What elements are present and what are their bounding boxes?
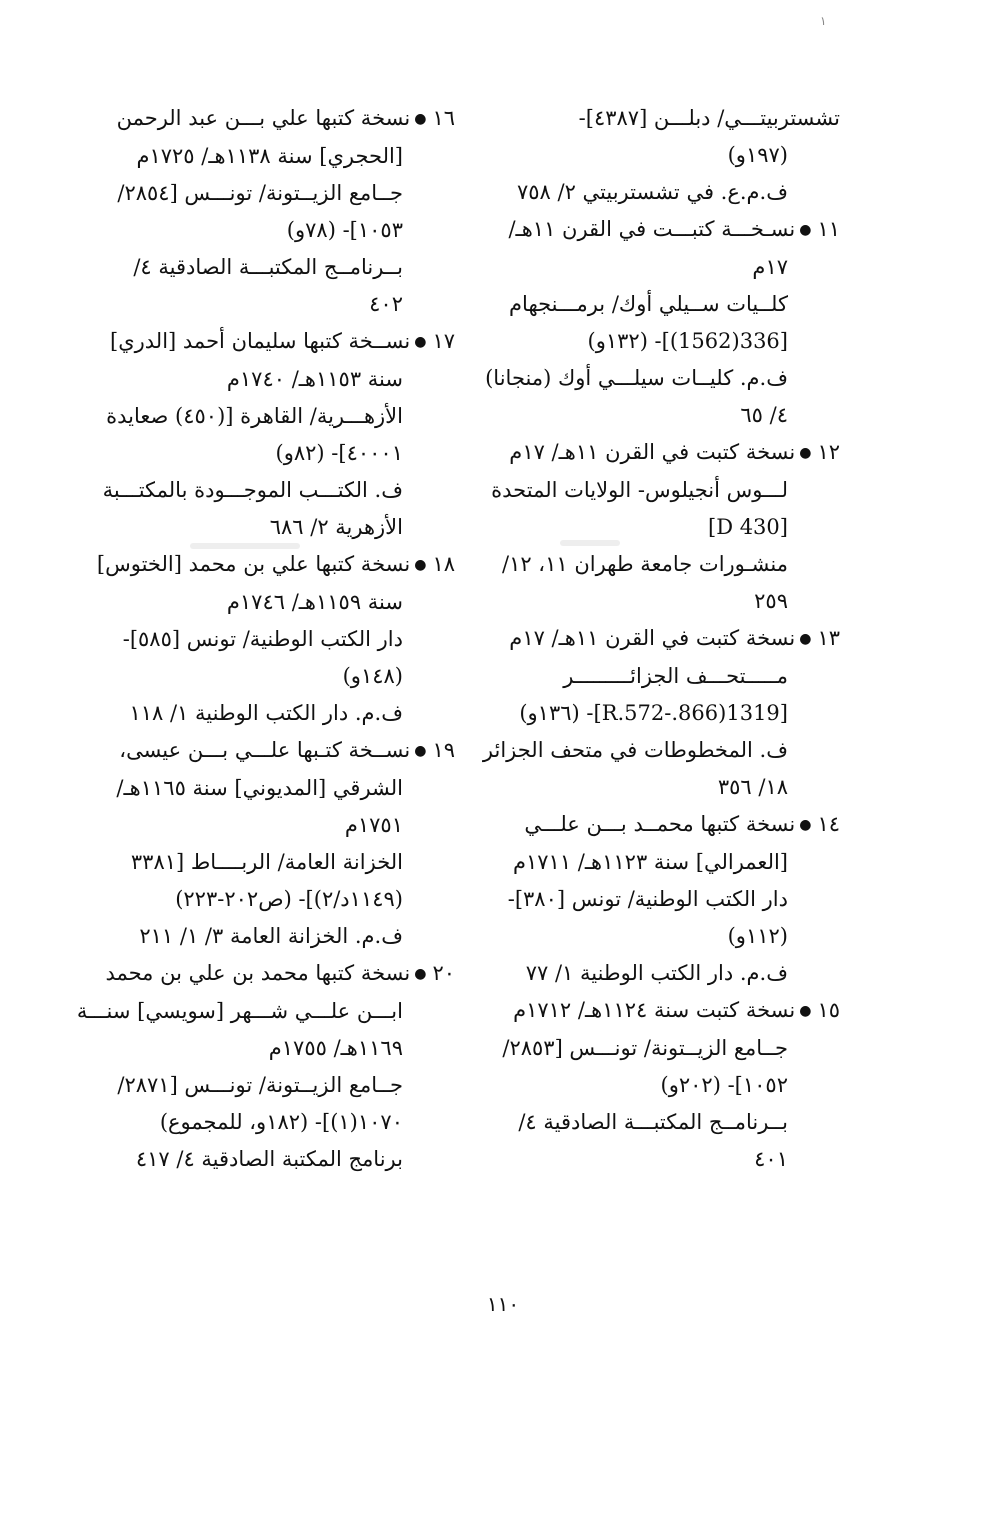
entry-text: ف.م.ع. في تشستربيتي ٢/ ٧٥٨ [516,180,788,204]
entry-text: [الحجري] سنة ١١٣٨هـ/ ١٧٢٥م [136,144,403,168]
bullet-icon: ● [414,111,427,127]
entry-text: سنة ١١٥٣هـ/ ١٧٤٠م [226,367,403,391]
bullet-icon: ● [799,631,812,647]
entry-text: ١٠٥٢]- (٢٠٢و) [660,1073,788,1097]
entry-line [95,732,455,770]
bullet-icon: ● [414,743,427,759]
entry-text: نســخة كتبها سليمان أحمد [الدري] [110,329,411,353]
entry-number: ١٤ [817,812,840,836]
entry-line [95,658,455,695]
bullet-icon: ● [799,817,812,833]
entry-line [480,434,840,472]
entry-text: بــرنامــج المكتبـــة الصادقية ٤/ [133,255,403,279]
entry-text: دار الكتب الوطنية/ تونس [٥٨٥]- [122,627,403,651]
entry-line [95,435,455,472]
entry-text: [العمرالي] سنة ١١٢٣هـ/ ١٧١١م [512,850,788,874]
entry-text: ابـــن علـــي شـــهر [سويسي] سنـــة [76,999,403,1023]
entry-number: ١٢ [817,440,840,464]
catalog-entry [95,323,455,546]
entry-text: ١٨/ ٣٥٦ [717,775,788,799]
entry-text: برنامج المكتبة الصادقية ٤/ ٤١٧ [135,1147,403,1171]
bullet-icon: ● [414,966,427,982]
entry-text: كلــيات ســيلي أوك/ برمـــنجهام [509,292,788,316]
entry-line [95,695,455,732]
entry-text: نسخة كتبت في القرن ١١هـ/ ١٧م [509,626,796,650]
entry-text: ١٠٧٠(١)]- (١٨٢و، للمجموع) [159,1110,403,1134]
bullet-icon: ● [799,1003,812,1019]
entry-text: [336(1562)]- (١٣٢و) [587,329,788,353]
corner-mark: ١ [820,14,827,28]
page-number: ١١٠ [486,1292,520,1316]
bullet-icon: ● [414,334,427,350]
entry-text: دار الكتب الوطنية/ تونس [٣٨٠]- [507,887,788,911]
catalog-entry [95,546,455,732]
entry-text: ٢٥٩ [754,589,788,613]
entry-text: الأزهـــرية/ القاهرة [(٤٥٠) صعايدة [106,404,403,428]
entry-line [480,286,840,323]
entry-line [95,621,455,658]
entry-text: [D 430] [707,515,788,539]
catalog-entry [480,100,840,211]
entry-line [480,992,840,1030]
entry-line [480,658,840,695]
catalog-entry [480,434,840,620]
right-column [480,100,840,1178]
entry-line [95,1067,455,1104]
catalog-entry [480,620,840,806]
entry-text: ٤٠٢ [369,292,403,316]
entry-line [480,1141,840,1178]
entry-text: سنة ١١٥٩هـ/ ١٧٤٦م [226,590,403,614]
entry-number: ١٨ [432,552,455,576]
entry-text: نسخة كتبت في القرن ١١هـ/ ١٧م [509,440,796,464]
entry-text: جــامع الزيــتونة/ تونـــس [٢٨٥٣/ [502,1036,788,1060]
entry-text: منشـورات جامعة طهران ١١، ١٢/ [501,552,788,576]
entry-line [480,955,840,992]
entry-line [480,1104,840,1141]
entry-line [95,398,455,435]
entry-text: تشستربيتـــي/ دبلـــن [٤٣٨٧]- [578,106,840,130]
entry-text: ف.م. دار الكتب الوطنية ١/ ٧٧ [525,961,788,985]
entry-line [480,211,840,249]
entry-text: ف.م. دار الكتب الوطنية ١/ ١١٨ [129,701,403,725]
entry-text: ١٧م [752,255,788,279]
entry-line [95,472,455,509]
entry-line [95,1104,455,1141]
entry-text: ١٧٥١م [344,813,403,837]
entry-line [480,249,840,286]
entry-text: مـــــتحـــف الجزائـــــــــر [563,664,788,688]
entry-line [480,918,840,955]
entry-line [95,100,455,138]
entry-line [480,472,840,509]
entry-number: ١٩ [432,738,455,762]
entry-text: (١١٤٩د/٢)]- (ص٢٠٢-٢٢٣) [175,887,403,911]
entry-text: ف.م. كليــات سيلـــي أوك (منجانا) [485,366,788,390]
entry-text: جــامع الزيــتونة/ تونـــس [٢٨٥٤/ [117,181,403,205]
entry-number: ١٧ [432,329,455,353]
entry-text: الشرقي [المديوني] سنة ١١٦٥هـ/ [116,776,403,800]
entry-line [480,397,840,434]
entry-text: (١٩٧و) [727,143,788,167]
left-column [76,100,455,1178]
entry-line [95,881,455,918]
entry-line [480,695,840,732]
entry-text: ف. الكتـــب الموجـــودة بالمكتـــبة [102,478,403,502]
scan-smudge [190,543,300,549]
entry-text: نسخة كتبها علي بن محمد [الختوس] [96,552,411,576]
entry-line [480,100,840,137]
entry-text: ٤٠٠٠١]- (٨٢و) [275,441,403,465]
entry-line [95,361,455,398]
entry-line [480,732,840,769]
entry-line [95,323,455,361]
entry-line [95,1030,455,1067]
catalog-entry [480,992,840,1178]
entry-line [95,844,455,881]
entry-line [95,212,455,249]
entry-text: نســخة كتـبها علـــي بـــن عيسى، [119,738,411,762]
entry-text: ٤٠١ [754,1147,788,1171]
entry-text: نسخة كتبت سنة ١١٢٤هـ/ ١٧١٢م [513,998,796,1022]
entry-line [95,955,455,993]
catalog-entry [480,211,840,434]
entry-line [95,249,455,286]
entry-text: نسخة كتبها محمــد بـــن علـــي [524,812,796,836]
catalog-entry [95,732,455,955]
entry-text: نسخة كتبها علي بـــن عبد الرحمن [116,106,411,130]
entry-line [480,844,840,881]
entry-line [480,137,840,174]
entry-line [95,175,455,212]
entry-text: (١٤٨و) [342,664,403,688]
entry-text: (١١٢و) [727,924,788,948]
entry-line [76,993,455,1030]
entry-number: ١٣ [817,626,840,650]
entry-line [480,546,840,583]
entry-line [480,323,840,360]
bullet-icon: ● [799,445,812,461]
scan-smudge [560,540,620,546]
entry-line [95,286,455,323]
entry-line [480,769,840,806]
entry-line [480,1030,840,1067]
entry-text: لـــوس أنجيلوس- الولايات المتحدة [491,478,788,502]
bullet-icon: ● [799,222,812,238]
entry-text: الخزانة العامة/ الربــــاط [٣٣٨١ [130,850,403,874]
catalog-entry [76,955,455,1178]
entry-text: بــرنامــج المكتبـــة الصادقية ٤/ [518,1110,788,1134]
entry-line [95,509,455,546]
entry-line [480,360,840,397]
entry-text: نسـخـــة كتبـــت في القرن ١١هـ/ [508,217,796,241]
entry-line [480,174,840,211]
entry-text: جــامع الزيــتونة/ تونـــس [٢٨٧١/ [117,1073,403,1097]
catalog-entry [95,100,455,323]
entry-line [95,770,455,807]
entry-text: ١١٦٩هـ/ ١٧٥٥م [268,1036,403,1060]
entry-number: ١٦ [432,106,455,130]
entry-text: [1319(866.-R.572]- (١٣٦و) [519,701,788,725]
entry-text: ف.م. الخزانة العامة ٣/ ١/ ٢١١ [139,924,403,948]
entry-line [480,583,840,620]
catalog-entry [480,806,840,992]
entry-text: ٤/ ٦٥ [740,403,788,427]
bullet-icon: ● [414,557,427,573]
entry-number: ١٥ [817,998,840,1022]
entry-line [480,881,840,918]
entry-line [480,509,840,546]
entry-line [95,584,455,621]
entry-text: ١٠٥٣]- (٧٨و) [286,218,403,242]
entry-line [95,807,455,844]
entry-line [95,138,455,175]
entry-number: ١١ [817,217,840,241]
entry-line [480,1067,840,1104]
entry-line [95,1141,455,1178]
entry-line [480,806,840,844]
entry-text: نسخة كتبها محمد بن علي بن محمد [105,961,411,985]
entry-text: ف. المخطوطات في متحف الجزائر [482,738,788,762]
entry-number: ٢٠ [432,961,455,985]
entry-line [480,620,840,658]
entry-line [95,918,455,955]
entry-line [95,546,455,584]
entry-text: الأزهرية ٢/ ٦٨٦ [269,515,403,539]
